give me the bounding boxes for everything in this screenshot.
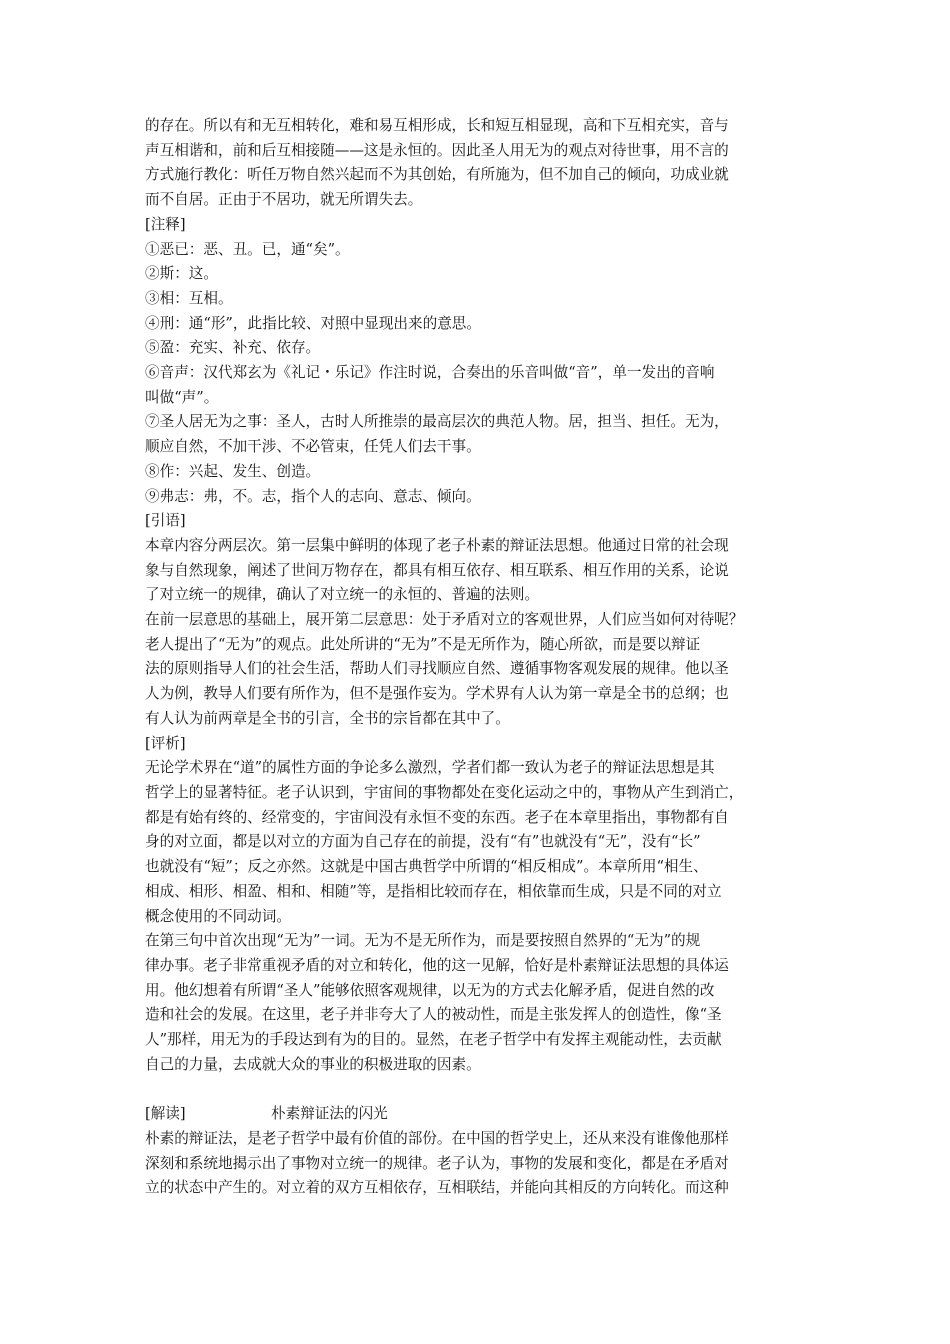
text-line: 都是有始有终的、经常变的，宇宙间没有永恒不变的东西。老子在本章里指出，事物都有自	[145, 808, 729, 826]
text-line: 本章内容分两层次。第一层集中鲜明的体现了老子朴素的辩证法思想。他通过日常的社会现	[145, 536, 729, 554]
text-line: 也就没有“短”；反之亦然。这就是中国古典哲学中所谓的“相反相成”。本章所用“相生、	[145, 858, 708, 876]
text-line: 了对立统一的规律，确认了对立统一的永恒的、普遍的法则。	[145, 586, 540, 604]
notes-section	[145, 213, 811, 509]
text-line: 立的状态中产生的。对立着的双方互相依存，互相联结，并能向其相反的方向转化。而这种	[145, 1179, 729, 1197]
text-line: 造和社会的发展。在这里，老子并非夸大了人的被动性，而是主张发挥人的创造性，像“圣	[145, 1006, 722, 1024]
text-line: 在前一层意思的基础上，展开第二层意思：处于矛盾对立的客观世界，人们应当如何对待呢？	[145, 611, 744, 629]
text-line: 而不自居。正由于不居功，就无所谓失去。	[145, 191, 423, 209]
jiedu-header	[145, 1102, 811, 1127]
text-line: 人”那样，用无为的手段达到有为的目的。显然，在老子哲学中有发挥主观能动性，去贡献	[145, 1031, 722, 1049]
notes-heading: [注释]	[145, 215, 186, 233]
note-item: 叫做“声”。	[145, 388, 219, 406]
text-line: 深刻和系统地揭示出了事物对立统一的规律。老子认为，事物的发展和变化，都是在矛盾对	[145, 1154, 729, 1172]
blank-line	[145, 1077, 811, 1102]
text-line: 声互相谐和，前和后互相接随——这是永恒的。因此圣人用无为的观点对待世事，用不言的	[145, 141, 729, 159]
yinyu-section	[145, 509, 811, 731]
intro-paragraph	[145, 114, 811, 213]
note-item: ⑤盈：充实、补充、依存。	[145, 339, 321, 357]
text-line: 方式施行教化：听任万物自然兴起而不为其创始，有所施为，但不加自己的倾向，功成业就	[145, 166, 729, 184]
text-line: 人为例，教导人们要有所作为，但不是强作妄为。学术界有人认为第一章是全书的总纲；也	[145, 685, 729, 703]
text-line: 律办事。老子非常重视矛盾的对立和转化，他的这一见解，恰好是朴素辩证法思想的具体运	[145, 956, 729, 974]
text-line: 身的对立面，都是以对立的方面为自己存在的前提，没有“有”也就没有“无”，没有“长”	[145, 833, 701, 851]
yinyu-heading: [引语]	[145, 512, 186, 530]
text-line: 概念使用的不同动词。	[145, 907, 291, 925]
text-line: 无论学术界在“道”的属性方面的争论多么激烈，学者们都一致认为老子的辩证法思想是其	[145, 759, 715, 777]
text-line: 哲学上的显著特征。老子认识到，宇宙间的事物都处在变化运动之中的，事物从产生到消亡，	[145, 783, 744, 801]
text-line: 用。他幻想着有所谓“圣人”能够依照客观规律，以无为的方式去化解矛盾，促进自然的改	[145, 981, 715, 999]
text-line: 自己的力量，去成就大众的事业的积极进取的因素。	[145, 1055, 481, 1073]
jiedu-section	[145, 1102, 811, 1201]
text-line: 有人认为前两章是全书的引言，全书的宗旨都在其中了。	[145, 709, 510, 727]
note-item: ⑦圣人居无为之事：圣人，古时人所推崇的最高层次的典范人物。居，担当、担任。无为，	[145, 413, 729, 431]
note-item: ⑥音声：汉代郑玄为《礼记・乐记》作注时说，合奏出的乐音叫做“音”，单一发出的音响	[145, 364, 715, 382]
text-line: 的存在。所以有和无互相转化，难和易互相形成，长和短互相显现，高和下互相充实，音与	[145, 117, 729, 134]
note-item: ⑧作：兴起、发生、创造。	[145, 462, 321, 480]
document-body	[145, 114, 811, 1201]
text-line: 象与自然现象，阐述了世间万物存在，都具有相互依存、相互联系、相互作用的关系，论说	[145, 561, 729, 579]
pingxi-section	[145, 732, 811, 1078]
text-line: 法的原则指导人们的社会生活，帮助人们寻找顺应自然、遵循事物客观发展的规律。他以圣	[145, 660, 729, 678]
note-item: ①恶已：恶、丑。已，通“矣”。	[145, 240, 350, 258]
jiedu-title: 朴素辩证法的闪光	[271, 1105, 388, 1123]
jiedu-heading: [解读]	[145, 1105, 186, 1123]
note-item: ④刑：通“形”，此指比较、对照中显现出来的意思。	[145, 314, 481, 332]
text-line: 朴素的辩证法，是老子哲学中最有价值的部份。在中国的哲学史上，还从来没有谁像他那样	[145, 1129, 729, 1147]
note-item: ②斯：这。	[145, 265, 218, 283]
text-line: 相成、相形、相盈、相和、相随”等，是指相比较而存在，相依靠而生成，只是不同的对立	[145, 882, 722, 900]
pingxi-heading: [评析]	[145, 734, 186, 752]
text-line: 老人提出了“无为”的观点。此处所讲的“无为”不是无所作为，随心所欲，而是要以辩证	[145, 635, 701, 653]
note-item: ⑨弗志：弗，不。志，指个人的志向、意志、倾向。	[145, 487, 481, 505]
note-item: ③相：互相。	[145, 289, 233, 307]
text-line: 在第三句中首次出现“无为”一词。无为不是无所作为，而是要按照自然界的“无为”的规	[145, 932, 701, 950]
note-item: 顺应自然，不加干涉、不必管束，任凭人们去干事。	[145, 438, 481, 456]
